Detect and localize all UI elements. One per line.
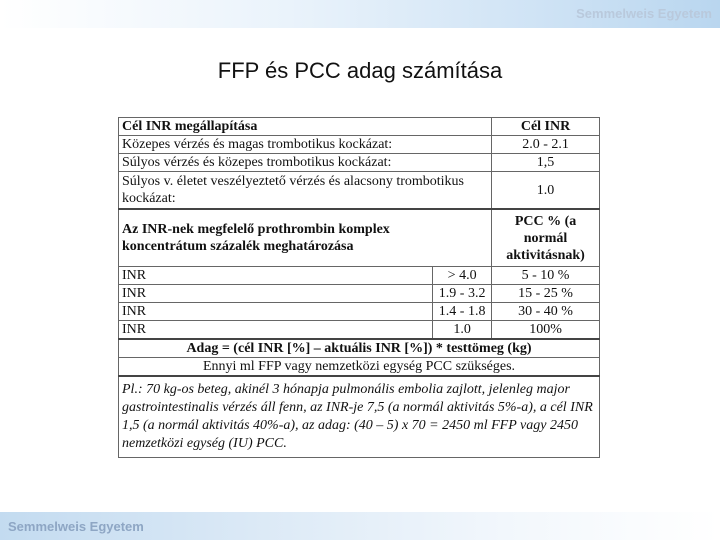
pcc-row-label: INR bbox=[119, 303, 433, 321]
pcc-row-range: 1.9 - 3.2 bbox=[433, 285, 492, 303]
pcc-row bbox=[119, 285, 600, 303]
pcc-row-range: 1.0 bbox=[433, 321, 492, 340]
pcc-row-value: 5 - 10 % bbox=[492, 267, 600, 285]
dose-formula-note: Ennyi ml FFP vagy nemzetközi egység PCC szükséges. bbox=[119, 358, 600, 377]
pcc-header-label: Az INR-nek megfelelő prothrombin komplex koncentrátum százalék meghatározása bbox=[119, 209, 492, 267]
bottom-banner bbox=[0, 512, 720, 540]
formula-row bbox=[119, 339, 600, 358]
page-title: FFP és PCC adag számítása bbox=[217, 58, 503, 83]
pcc-header-value-label: PCC % (a normál aktivitásnak) bbox=[492, 209, 600, 267]
footer-brand: Semmelweis Egyetem bbox=[8, 519, 144, 534]
formula-note-row bbox=[119, 358, 600, 377]
target-row-value: 1,5 bbox=[492, 154, 600, 172]
dose-example: Pl.: 70 kg-os beteg, akinél 3 hónapja pulmonális embolia zajlott, jelenleg major gastrointestinalis vérzés áll fenn, az INR-je 7,5 (a normál aktivitás 5%-a), a cél INR 1,5 (a normál aktivitás 40%-a), az adag: (40 – 5) x 70 = 2450 ml FFP vagy 2450 nemzetközi egység (IU) PCC. bbox=[119, 376, 600, 458]
target-header-row bbox=[119, 118, 600, 136]
pcc-row-label: INR bbox=[119, 321, 433, 340]
target-row-value: 1.0 bbox=[492, 172, 600, 210]
pcc-row bbox=[119, 303, 600, 321]
pcc-row-range: > 4.0 bbox=[433, 267, 492, 285]
pcc-row-value: 30 - 40 % bbox=[492, 303, 600, 321]
dose-formula: Adag = (cél INR [%] – aktuális INR [%]) * testtömeg (kg) bbox=[119, 339, 600, 358]
target-row bbox=[119, 172, 600, 210]
pcc-row-range: 1.4 - 1.8 bbox=[433, 303, 492, 321]
pcc-header-row bbox=[119, 209, 600, 267]
target-row-value: 2.0 - 2.1 bbox=[492, 136, 600, 154]
target-row-label: Súlyos v. életet veszélyeztető vérzés és alacsony trombotikus kockázat: bbox=[119, 172, 492, 210]
target-row-label: Súlyos vérzés és közepes trombotikus kockázat: bbox=[119, 154, 492, 172]
target-header-value-label: Cél INR bbox=[492, 118, 600, 136]
pcc-row-value: 100% bbox=[492, 321, 600, 340]
target-row-label: Közepes vérzés és magas trombotikus kockázat: bbox=[119, 136, 492, 154]
inr-dosing-table bbox=[118, 117, 600, 458]
target-header-label: Cél INR megállapítása bbox=[119, 118, 492, 136]
pcc-row-value: 15 - 25 % bbox=[492, 285, 600, 303]
pcc-row-label: INR bbox=[119, 267, 433, 285]
header-brand: Semmelweis Egyetem bbox=[576, 6, 712, 21]
pcc-row bbox=[119, 321, 600, 340]
pcc-row bbox=[119, 267, 600, 285]
pcc-row-label: INR bbox=[119, 285, 433, 303]
example-row bbox=[119, 376, 600, 458]
target-row bbox=[119, 154, 600, 172]
top-banner bbox=[0, 0, 720, 28]
target-row bbox=[119, 136, 600, 154]
